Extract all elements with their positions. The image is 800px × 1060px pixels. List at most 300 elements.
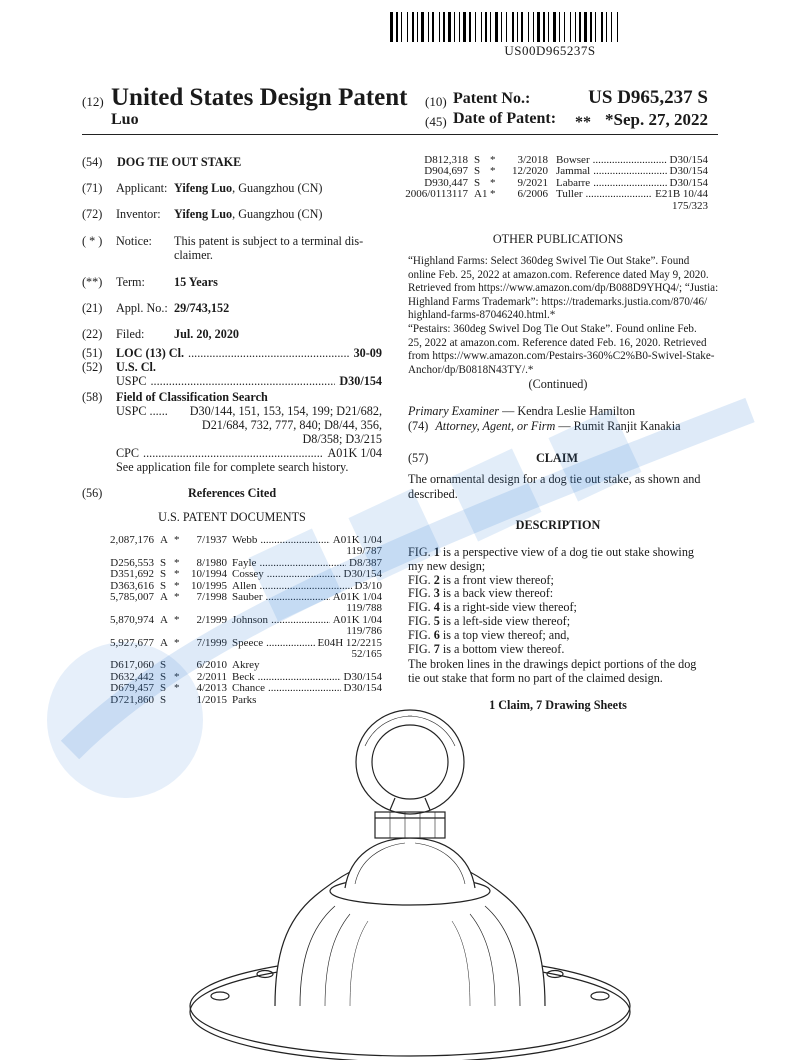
reference-name: Tuller xyxy=(556,188,583,201)
inventor-location: , Guangzhou (CN) xyxy=(232,207,323,221)
publication-line: highland-farms-87046240.html.* xyxy=(408,309,556,322)
barcode-bar xyxy=(417,12,418,42)
leader-dots xyxy=(267,569,341,580)
code-22: (22) xyxy=(82,327,103,341)
leader-dots xyxy=(271,615,330,626)
references-list-continued xyxy=(405,154,708,212)
reference-row xyxy=(82,683,382,694)
figure-list xyxy=(408,546,713,656)
barcode-bar xyxy=(611,12,612,42)
reference-date: 2/1999 xyxy=(196,613,227,626)
barcode-text: US00D965237S xyxy=(504,43,596,58)
barcode-bar xyxy=(548,12,549,42)
barcode-bar xyxy=(483,12,484,42)
barcode-bar xyxy=(481,12,482,42)
reference-number: D256,553 xyxy=(110,556,154,569)
reference-kind: A xyxy=(160,590,168,603)
barcode-bar xyxy=(546,12,547,42)
reference-kind: S xyxy=(160,556,167,569)
publication-line: “Pestairs: 360deg Swivel Dog Tie Out Stake”. Found online Feb. xyxy=(408,322,697,335)
plate-hole xyxy=(591,992,609,1000)
publication-line: Anchor/dp/B0818N43TY/.* xyxy=(408,363,534,376)
claim-line-2: described. xyxy=(408,486,458,501)
references-list xyxy=(82,535,382,706)
reference-kind: A1 xyxy=(474,188,488,201)
barcode-bar xyxy=(528,12,529,42)
reference-row xyxy=(82,535,382,558)
barcode-bar xyxy=(521,12,523,42)
date-stars: ** xyxy=(575,114,591,131)
see-application-note: See application file for complete search history. xyxy=(116,460,349,474)
reference-class: D30/154 xyxy=(669,154,708,166)
reference-kind: S xyxy=(160,659,167,672)
term-value: 15 Years xyxy=(174,275,218,289)
reference-kind: S xyxy=(160,568,167,581)
barcode-bar xyxy=(604,12,605,42)
notice-text-2: claimer. xyxy=(174,248,213,262)
reference-date: 1/2015 xyxy=(196,693,227,706)
figure-line: FIG. 3 is a back view thereof: xyxy=(408,586,554,601)
reference-star: * xyxy=(174,613,180,626)
leader-dots xyxy=(188,346,350,361)
reference-number: D812,318 xyxy=(424,154,468,166)
uspc-value: D30/154 xyxy=(339,374,382,388)
barcode-bar xyxy=(582,12,583,42)
barcode-bar xyxy=(432,12,434,42)
figure-line: FIG. 2 is a front view thereof; xyxy=(408,572,554,587)
reference-class: D8/387 xyxy=(349,556,382,569)
reference-kind: A xyxy=(160,636,168,649)
barcode-bar xyxy=(508,12,511,42)
barcode-bar xyxy=(564,12,565,42)
field-line-1: D30/144, 151, 153, 154, 199; D21/682, xyxy=(189,404,382,418)
barcode-bar xyxy=(415,12,416,42)
barcode-bar xyxy=(506,12,507,42)
barcode-bar xyxy=(537,12,540,42)
barcode-bar xyxy=(441,12,442,42)
barcode-bar xyxy=(577,12,578,42)
reference-star: * xyxy=(174,534,180,546)
reference-class: A01K 1/04 xyxy=(332,613,382,626)
barcode-bar xyxy=(419,12,420,42)
field-line-3: D8/358; D3/215 xyxy=(302,432,382,446)
reference-date: 2/2011 xyxy=(196,670,227,683)
applicant-location: , Guangzhou (CN) xyxy=(232,181,323,195)
barcode-bar xyxy=(490,12,491,42)
reference-row xyxy=(405,188,708,212)
claims-count: 1 Claim, 7 Drawing Sheets xyxy=(489,698,627,712)
attorney-name: — Rumit Ranjit Kanakia xyxy=(555,419,681,433)
reference-kind: S xyxy=(474,165,481,178)
figure-line: FIG. 4 is a right-side view thereof; xyxy=(408,600,577,615)
leader-dots xyxy=(268,683,341,694)
reference-name: Fayle xyxy=(232,556,257,569)
barcode-bar xyxy=(608,12,610,42)
applicant-name: Yifeng Luo xyxy=(174,181,233,195)
code-21: (21) xyxy=(82,301,103,315)
barcode-bar xyxy=(459,12,460,42)
barcode-bar xyxy=(595,12,596,42)
document-title: United States Design Patent xyxy=(111,84,408,111)
reference-date: 9/2021 xyxy=(517,176,548,189)
examiner-name: — Kendra Leslie Hamilton xyxy=(499,404,636,418)
barcode-bar xyxy=(601,12,603,42)
leader-dots xyxy=(586,189,653,200)
reference-date: 6/2010 xyxy=(196,659,227,672)
reference-number: D721,860 xyxy=(110,693,154,706)
barcode-bar xyxy=(590,12,592,42)
patent-no-label: Patent No.: xyxy=(453,90,531,107)
leader-dots xyxy=(151,374,336,389)
reference-name: Johnson xyxy=(232,613,269,626)
header-rule xyxy=(82,134,718,135)
broken-line-1: The broken lines in the drawings depict portions of the dog xyxy=(408,657,697,671)
code-52: (52) xyxy=(82,360,103,374)
field-uspc-label: USPC ...... xyxy=(116,404,168,418)
reference-name: Akrey xyxy=(232,659,260,672)
barcode-bar xyxy=(463,12,466,42)
reference-star: * xyxy=(174,579,180,592)
reference-class: D30/154 xyxy=(343,670,382,683)
barcode-bar xyxy=(543,12,545,42)
code-72: (72) xyxy=(82,207,103,221)
continued-note: (Continued) xyxy=(528,377,588,391)
reference-number: D930,447 xyxy=(424,176,468,189)
barcode-bar xyxy=(456,12,458,42)
reference-number: D679,457 xyxy=(110,682,154,695)
reference-name: Jammal xyxy=(556,165,591,178)
reference-name-line xyxy=(556,189,708,200)
figure-line: my new design; xyxy=(408,558,486,573)
barcode-bar xyxy=(452,12,453,42)
inventor-surname: Luo xyxy=(111,111,139,128)
term-label: Term: xyxy=(116,275,145,289)
inventor-label: Inventor: xyxy=(116,207,161,221)
applicant-label: Applicant: xyxy=(116,181,168,195)
eye-ring-inner xyxy=(372,725,448,799)
leader-dots xyxy=(143,446,323,461)
code-54: (54) xyxy=(82,155,103,169)
reference-row xyxy=(82,592,382,615)
barcode-bar xyxy=(485,12,487,42)
barcode-bar xyxy=(495,12,498,42)
reference-name: Webb xyxy=(232,534,258,546)
barcode-bar xyxy=(572,12,574,42)
loc-label: LOC (13) Cl. xyxy=(116,346,185,360)
reference-date: 8/1980 xyxy=(196,556,227,569)
barcode-bar xyxy=(524,12,527,42)
barcode-bar xyxy=(588,12,589,42)
reference-number: D904,697 xyxy=(424,165,468,178)
barcode-bar xyxy=(579,12,581,42)
reference-row xyxy=(82,615,382,638)
loc-value: 30-09 xyxy=(353,346,382,360)
reference-star: * xyxy=(490,154,496,166)
other-publications-title: OTHER PUBLICATIONS xyxy=(492,232,624,246)
code-term: (**) xyxy=(82,275,103,289)
publication-line: Highland Farms Trademark”: https://trademarks.justia.com/870/46/ xyxy=(408,295,708,308)
barcode-bar xyxy=(461,12,462,42)
publication-line: from https://www.amazon.com/Pestairs-360%C2%B0-Swivel-Stake- xyxy=(408,350,715,363)
reference-date: 6/2006 xyxy=(517,188,548,201)
reference-star: * xyxy=(174,556,180,569)
reference-name: Beck xyxy=(232,670,255,683)
reference-class: E21B 10/44 xyxy=(655,188,708,201)
reference-kind: S xyxy=(474,176,481,189)
reference-star: * xyxy=(174,670,180,683)
barcode-bar xyxy=(499,12,500,42)
barcode-bar xyxy=(469,12,471,42)
reference-number: 2006/0113117 xyxy=(405,188,468,201)
left-column xyxy=(82,155,392,170)
reference-row xyxy=(82,638,382,661)
barcode-bar xyxy=(541,12,542,42)
filed-label: Filed: xyxy=(116,327,145,341)
date-label: Date of Patent: xyxy=(453,110,557,127)
code-12: (12) xyxy=(82,94,104,109)
examiner-label: Primary Examiner xyxy=(408,404,500,418)
leader-dots xyxy=(593,155,667,166)
reference-class: A01K 1/04 xyxy=(332,590,382,603)
other-publications xyxy=(408,255,719,377)
leader-dots xyxy=(593,166,666,177)
publication-line: 25, 2022 at amazon.com. Reference dated Feb. 16, 2020. Retrieved xyxy=(408,336,707,349)
claim-text xyxy=(408,472,708,501)
reference-kind: A xyxy=(160,613,168,626)
reference-class: A01K 1/04 xyxy=(332,534,382,546)
barcode-bar xyxy=(584,12,587,42)
barcode-bar xyxy=(446,12,447,42)
leader-dots xyxy=(266,592,330,603)
barcode-bar xyxy=(570,12,571,42)
reference-number: 5,785,007 xyxy=(110,590,154,603)
barcode-bar xyxy=(517,12,518,42)
patent-date: *Sep. 27, 2022 xyxy=(605,110,708,129)
barcode-bar xyxy=(575,12,576,42)
reference-name-line xyxy=(232,683,382,694)
reference-name: Cossey xyxy=(232,568,264,581)
barcode-bar xyxy=(467,12,468,42)
reference-kind: S xyxy=(160,693,167,706)
barcode-bar xyxy=(477,12,480,42)
reference-name: Labarre xyxy=(556,176,591,189)
reference-class: D30/154 xyxy=(669,165,708,178)
barcode-bar xyxy=(412,12,414,42)
barcode-bar xyxy=(421,12,424,42)
barcode-bar xyxy=(530,12,532,42)
barcode-bar xyxy=(403,12,406,42)
reference-date: 10/1995 xyxy=(190,579,227,592)
barcode-bar xyxy=(492,12,494,42)
broken-lines-note xyxy=(408,658,713,686)
reference-class: E04H 12/2215 xyxy=(317,636,382,649)
description-title: DESCRIPTION xyxy=(515,518,601,532)
barcode-bar xyxy=(401,12,402,42)
reference-kind: S xyxy=(160,682,167,695)
reference-name: Allen xyxy=(232,579,257,592)
figure-line: FIG. 1 is a perspective view of a dog tie out stake showing xyxy=(408,545,695,559)
attorney xyxy=(408,419,681,434)
reference-star: * xyxy=(490,176,496,189)
references-title: References Cited xyxy=(188,486,277,500)
barcode-bars xyxy=(390,12,710,42)
barcode-bar xyxy=(566,12,569,42)
us-docs-heading: U.S. PATENT DOCUMENTS xyxy=(158,510,306,524)
barcode-bar xyxy=(439,12,440,42)
reference-date: 7/1999 xyxy=(196,636,227,649)
code-58: (58) xyxy=(82,390,103,404)
dome-cap xyxy=(345,838,475,888)
patent-number: US D965,237 S xyxy=(588,87,708,108)
reference-name: Speece xyxy=(232,636,264,649)
reference-kind: S xyxy=(160,579,167,592)
reference-name: Chance xyxy=(232,682,265,695)
reference-star: * xyxy=(174,636,180,649)
publication-line: online Feb. 25, 2022 at amazon.com. Reference dated May 9, 2020. xyxy=(408,268,709,281)
code-71: (71) xyxy=(82,181,103,195)
barcode-bar xyxy=(425,12,427,42)
publication-line: Retrieved from https://www.amazon.com/dp/B088D9YHQ4/; “Justia: xyxy=(408,282,719,295)
figure-line: FIG. 5 is a left-side view thereof; xyxy=(408,613,571,628)
appl-value: 29/743,152 xyxy=(174,301,230,315)
reference-kind: A xyxy=(160,534,168,546)
barcode-bar xyxy=(515,12,516,42)
barcode xyxy=(390,12,710,59)
barcode-bar xyxy=(559,12,560,42)
barcode-bar xyxy=(617,12,618,42)
reference-number: D632,442 xyxy=(110,670,154,683)
filed-value: Jul. 20, 2020 xyxy=(174,327,240,341)
barcode-bar xyxy=(561,12,563,42)
reference-number: D363,616 xyxy=(110,579,154,592)
field-search-label: Field of Classification Search xyxy=(116,390,268,404)
reference-name-line xyxy=(232,569,382,580)
barcode-bar xyxy=(472,12,474,42)
barcode-bar xyxy=(519,12,520,42)
barcode-bar xyxy=(597,12,600,42)
claim-line-1: The ornamental design for a dog tie out stake, as shown and xyxy=(408,472,701,486)
claim-title: CLAIM xyxy=(536,451,578,465)
barcode-bar xyxy=(407,12,408,42)
code-56: (56) xyxy=(82,486,103,500)
barcode-bar xyxy=(550,12,552,42)
field-line-2: D21/684, 732, 777, 840; D8/44, 356, xyxy=(201,418,382,432)
reference-number: D351,692 xyxy=(110,568,154,581)
reference-star: * xyxy=(490,165,496,178)
barcode-bar xyxy=(454,12,455,42)
barcode-bar xyxy=(501,12,502,42)
reference-name: Bowser xyxy=(556,154,590,166)
reference-kind: S xyxy=(474,154,481,166)
primary-examiner xyxy=(408,404,635,419)
reference-class-secondary: 52/165 xyxy=(351,647,382,660)
reference-class: D30/154 xyxy=(669,176,708,189)
uspc-label: USPC xyxy=(116,374,147,388)
notice-label: Notice: xyxy=(116,234,152,248)
title-field xyxy=(82,155,392,170)
code-51: (51) xyxy=(82,346,103,360)
reference-date: 3/2018 xyxy=(517,154,548,166)
notice-text-1: This patent is subject to a terminal dis- xyxy=(174,234,364,248)
reference-date: 10/1994 xyxy=(190,568,227,581)
leader-dots xyxy=(258,672,341,683)
reference-number: 5,870,974 xyxy=(110,613,154,626)
reference-class-secondary: 119/786 xyxy=(346,625,382,638)
reference-star: * xyxy=(490,188,496,201)
appl-label: Appl. No.: xyxy=(116,301,168,315)
description-title-wrap xyxy=(408,518,708,533)
barcode-bar xyxy=(512,12,514,42)
barcode-bar xyxy=(606,12,607,42)
leader-dots xyxy=(260,535,329,546)
reference-name: Parks xyxy=(232,693,257,706)
barcode-bar xyxy=(553,12,556,42)
reference-class-secondary: 119/788 xyxy=(346,602,382,615)
barcode-bar xyxy=(390,12,393,42)
reference-number: D617,060 xyxy=(110,659,154,672)
barcode-bar xyxy=(533,12,534,42)
barcode-bar xyxy=(396,12,398,42)
reference-class-secondary: 175/323 xyxy=(671,199,708,212)
reference-number: 2,087,176 xyxy=(110,534,154,546)
barcode-bar xyxy=(488,12,489,42)
leader-dots xyxy=(259,558,346,569)
barcode-bar xyxy=(409,12,411,42)
inventor-name: Yifeng Luo xyxy=(174,207,233,221)
reference-class: D30/154 xyxy=(343,568,382,581)
barcode-bar xyxy=(593,12,594,42)
reference-class: D3/10 xyxy=(354,579,382,592)
reference-date: 4/2013 xyxy=(196,682,227,695)
reference-date: 7/1937 xyxy=(196,534,227,546)
reference-class-secondary: 119/787 xyxy=(346,545,382,558)
barcode-bar xyxy=(443,12,445,42)
stake-drawing xyxy=(150,706,670,1060)
figure-line: FIG. 7 is a bottom view thereof. xyxy=(408,641,565,656)
attorney-label: Attorney, Agent, or Firm xyxy=(435,419,556,433)
reference-date: 12/2020 xyxy=(511,165,548,178)
barcode-bar xyxy=(475,12,476,42)
broken-line-2: tie out stake that form no part of the claimed design. xyxy=(408,670,663,685)
barcode-bar xyxy=(430,12,431,42)
barcode-bar xyxy=(535,12,536,42)
reference-number: 5,927,677 xyxy=(110,636,154,649)
reference-row xyxy=(82,695,382,706)
barcode-bar xyxy=(613,12,616,42)
figure-line: FIG. 6 is a top view thereof; and, xyxy=(408,627,570,642)
barcode-bar xyxy=(428,12,429,42)
barcode-bar xyxy=(557,12,558,42)
swivel-nut xyxy=(375,812,445,838)
invention-title: DOG TIE OUT STAKE xyxy=(117,155,242,169)
code-10: (10) xyxy=(425,94,447,109)
code-74: (74) xyxy=(408,419,429,433)
barcode-bar xyxy=(399,12,400,42)
leader-dots xyxy=(266,638,314,649)
reference-name: Sauber xyxy=(232,590,263,603)
code-57: (57) xyxy=(408,451,429,465)
reference-date: 7/1998 xyxy=(196,590,227,603)
barcode-bar xyxy=(503,12,505,42)
reference-star: * xyxy=(174,590,180,603)
uscl-label: U.S. Cl. xyxy=(116,360,156,374)
reference-class: D30/154 xyxy=(343,682,382,695)
reference-kind: S xyxy=(160,670,167,683)
cpc-label: CPC xyxy=(116,446,140,460)
code-notice: ( * ) xyxy=(82,234,103,248)
barcode-bar xyxy=(448,12,451,42)
code-45: (45) xyxy=(425,114,447,129)
